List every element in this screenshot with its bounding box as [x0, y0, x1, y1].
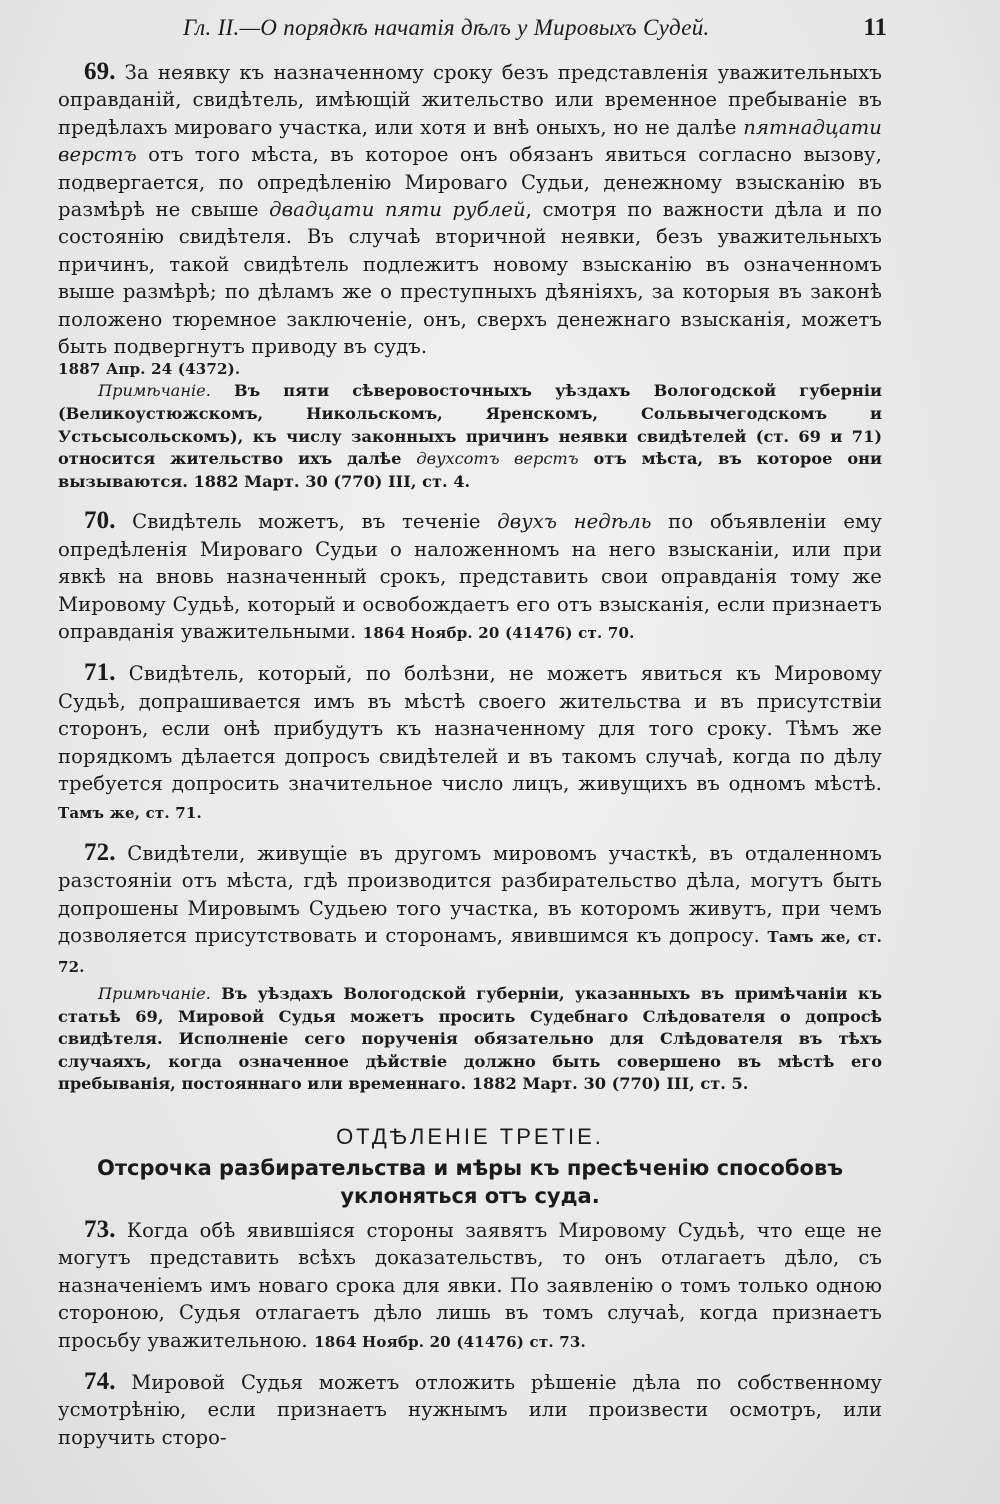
article-number: 70. [84, 507, 116, 535]
article-text: , смотря по важности дѣла и по состоянію свидѣтеля. Въ случаѣ вторичной неявки, безъ уважительныхъ причинъ, такой свидѣтель подлежитъ новому взысканію въ означенномъ выше размѣрѣ; по дѣламъ же о преступныхъ дѣяніяхъ, за которыя въ законѣ положено тюремное заключеніе, онъ, сверхъ денежнаго взысканія, можетъ быть подвергнутъ приводу въ судъ. [58, 198, 882, 359]
running-head [58, 14, 887, 58]
article-number: 74. [84, 1367, 116, 1395]
article-note [58, 380, 882, 493]
article-73 [58, 1216, 882, 1356]
article-number: 71. [84, 659, 116, 687]
article-reference: 1864 Ноябр. 20 (41476) ст. 70. [362, 624, 635, 643]
article-text: За неявку къ назначенному сроку безъ представленія уважительныхъ оправданій, свидѣтель, имѣющій жительство или временное пребываніе въ предѣлахъ мироваго участка, или хотя и внѣ оныхъ, но не далѣе [58, 61, 882, 139]
article-text: Мировой Судья можетъ отложить рѣшеніе дѣла по собственному усмотрѣнію, если признаетъ нужнымъ или произвести осмотръ, или поручить сторо- [58, 1370, 882, 1449]
article-reference: Тамъ же, ст. 72. [58, 928, 882, 976]
article-number: 72. [84, 838, 116, 866]
article-74 [58, 1368, 882, 1451]
section-subtitle [58, 1154, 882, 1210]
article-italic: двухъ недѣль [497, 510, 652, 534]
section-subtitle-line: Отсрочка разбирательства и мѣры къ пресѣченію способовъ [96, 1155, 844, 1180]
article-italic: двадцати пяти рублей [269, 198, 526, 222]
article-number: 69. [84, 58, 116, 85]
article-text: по объявленіи ему опредѣленія Мироваго Судьи о наложенномъ на него взысканіи, или при явкѣ на вновь назначенный срокъ, представить свои оправданія тому же Мировому Судьѣ, который и освобождаетъ его отъ взысканія, если признаетъ оправданія уважительными. [58, 510, 882, 644]
article-text: Свидѣтель можетъ, въ теченіе [132, 510, 498, 534]
section-subtitle-line: уклоняться отъ суда. [340, 1183, 600, 1208]
article-text: Свидѣтели, живущіе въ другомъ мировомъ участкѣ, въ отдаленномъ разстояніи отъ мѣста, гдѣ производится разбирательство дѣла, могутъ быть допрошены Мировымъ Судьею того участка, въ которомъ живутъ, при чемъ дозволяется присутствовать и сторонамъ, явившимся къ допросу. [58, 841, 882, 948]
section-title: ОТДѢЛЕНІЕ ТРЕТІЕ. [336, 1123, 604, 1149]
article-note [58, 983, 882, 1096]
article-reference: 1887 Апр. 24 (4372). [58, 360, 241, 379]
note-text: отъ мѣста, въ которое они вызываются. 1882 Март. 30 (770) III, ст. 4. [58, 449, 882, 491]
note-text: Въ уѣздахъ Вологодской губерніи, указанныхъ въ примѣчаніи къ статьѣ 69, Мировой Судья можетъ просить Судебнаго Слѣдователя о допросѣ свидѣтеля. Исполненіе сего порученія обязательно для Слѣдователя въ тѣхъ случаяхъ, когда означенное дѣйствіе должно быть совершено въ мѣстѣ его пребыванія, постояннаго или временнаго. 1882 Март. 30 (770) III, ст. 5. [58, 983, 882, 1094]
note-label: Примѣчаніе. [98, 381, 211, 401]
article-text: Когда обѣ явившіяся стороны заявятъ Мировому Судьѣ, что еще не могутъ представить всѣхъ доказательствъ, то онъ отлагаетъ дѣло, съ назначеніемъ имъ новаго срока для явки. По заявленію о томъ только одною стороною, Судья отлагаетъ дѣло лишь въ томъ случаѣ, когда признаетъ просьбу уважительною. [58, 1218, 882, 1352]
note-text: Въ пяти сѣверовосточныхъ уѣздахъ Вологодской губерніи (Великоустюжскомъ, Никольскомъ, Яренскомъ, Сольвычегодскомъ и Устьсысольскомъ), къ числу законныхъ причинъ неявки свидѣтелей (ст. 69 и 71) относится жительство ихъ далѣе [58, 381, 882, 469]
article-70 [58, 507, 882, 647]
chapter-title: Гл. II.—О порядкѣ начатія дѣлъ у Мировыхъ Судей. [183, 15, 710, 40]
article-text: Свидѣтель, который, по болѣзни, не можетъ явиться къ Мировому Судьѣ, допрашивается имъ въ мѣстѣ своего жительства и въ присутствіи сторонъ, если онѣ прибудутъ къ назначенному для того сроку. Тѣмъ же порядкомъ дѣлается допросъ свидѣтелей и въ такомъ случаѣ, когда по дѣлу требуется допросить значительное число лицъ, живущихъ въ одномъ мѣстѣ. [58, 662, 882, 796]
article-72 [58, 839, 882, 981]
article-text: отъ того мѣста, въ которое онъ обязанъ явиться согласно вызову, подвергается, по опредѣленію Мироваго Судьи, денежному взысканію въ размѣрѣ не свыше [58, 143, 882, 222]
article-reference: Тамъ же, ст. 71. [58, 803, 202, 822]
note-label: Примѣчаніе. [98, 983, 211, 1003]
article-69 [58, 58, 882, 360]
article-italic: пятнадцати верстъ [58, 115, 882, 167]
article-number: 73. [84, 1215, 116, 1243]
article-71 [58, 659, 882, 826]
page-number: 11 [863, 14, 887, 41]
article-reference: 1864 Ноябр. 20 (41476) ст. 73. [314, 1332, 586, 1351]
note-italic: двухсотъ верстъ [416, 449, 579, 469]
